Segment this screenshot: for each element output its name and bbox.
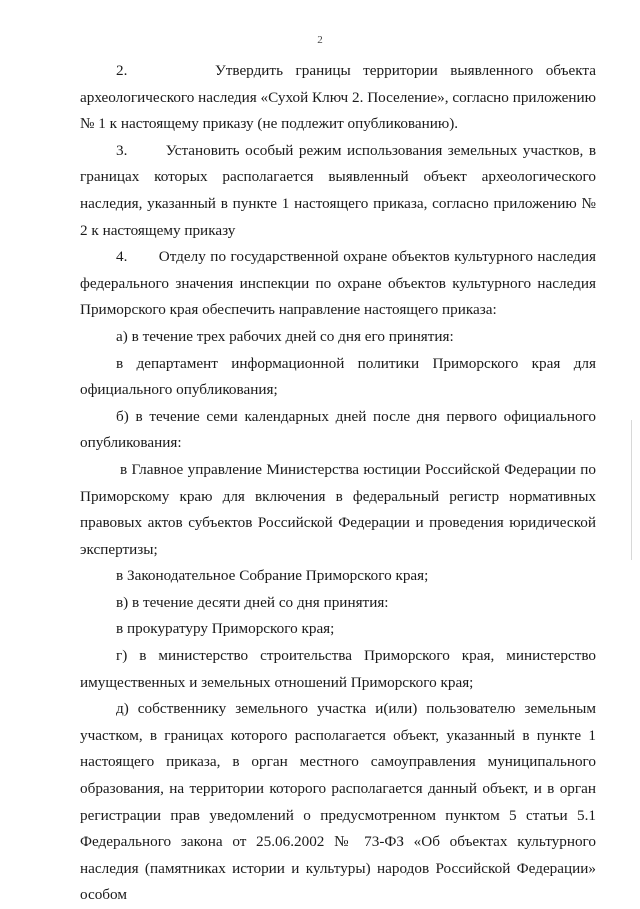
- paragraph-recipient-justice: в Главное управление Министерства юстиции Российской Федерации по Приморскому краю для включения в федеральный регистр нормативных правовых актов субъектов Российской Федерации и проведения юридической экспертизы;: [80, 460, 596, 558]
- paragraph-subitem-v: в) в течение десяти дней со дня принятия:: [116, 593, 389, 611]
- document-body: [80, 58, 596, 909]
- paragraph-item-2: 2. Утвердить границы территории выявленного объекта археологического наследия «Сухой Ключ 2. Поселение», согласно приложению № 1 к настоящему приказу (не подлежит опубликованию).: [80, 62, 596, 133]
- paragraph-recipient-assembly: в Законодательное Собрание Приморского края;: [116, 567, 429, 585]
- paragraph-item-4: 4. Отделу по государственной охране объектов культурного наследия федерального значения инспекции по охране объектов культурного наследия Приморского края обеспечить направление настоящего приказа:: [80, 248, 596, 319]
- paragraph-recipient-prosecutor: в прокуратуру Приморского края;: [116, 620, 335, 638]
- paragraph-subitem-b: б) в течение семи календарных дней после дня первого официального опубликования:: [80, 407, 596, 452]
- scan-edge-mark: [631, 420, 632, 560]
- paragraph-recipient-info-dept: в департамент информационной политики Приморского края для официального опубликования;: [80, 354, 596, 399]
- paragraph-subitem-g: г) в министерство строительства Приморского края, министерство имущественных и земельных отношений Приморского края;: [80, 647, 596, 691]
- paragraph-item-3: 3. Установить особый режим использования земельных участков, в границах которых располагается выявленный объект археологического наследия, указанный в пункте 1 настоящего приказа, согласно приложению № 2 к настоящему приказу: [80, 141, 596, 239]
- paragraph-subitem-a: а) в течение трех рабочих дней со дня его принятия:: [116, 327, 454, 345]
- paragraph-subitem-d: д) собственнику земельного участка и(или) пользователю земельным участком, в границах которого располагается объект, указанный в пункте 1 настоящего приказа, в орган местного самоуправления муниципального образования, на территории которого располагается данный объект, и в орган регистрации прав уведомлений о предусмотренном пунктом 5 статьи 5.1 Федерального закона от 25.06.2002 № 73-ФЗ «Об объектах культурного наследия (памятниках истории и культуры) народов Российской Федерации» особом: [80, 700, 596, 904]
- page-number: 2: [317, 34, 323, 46]
